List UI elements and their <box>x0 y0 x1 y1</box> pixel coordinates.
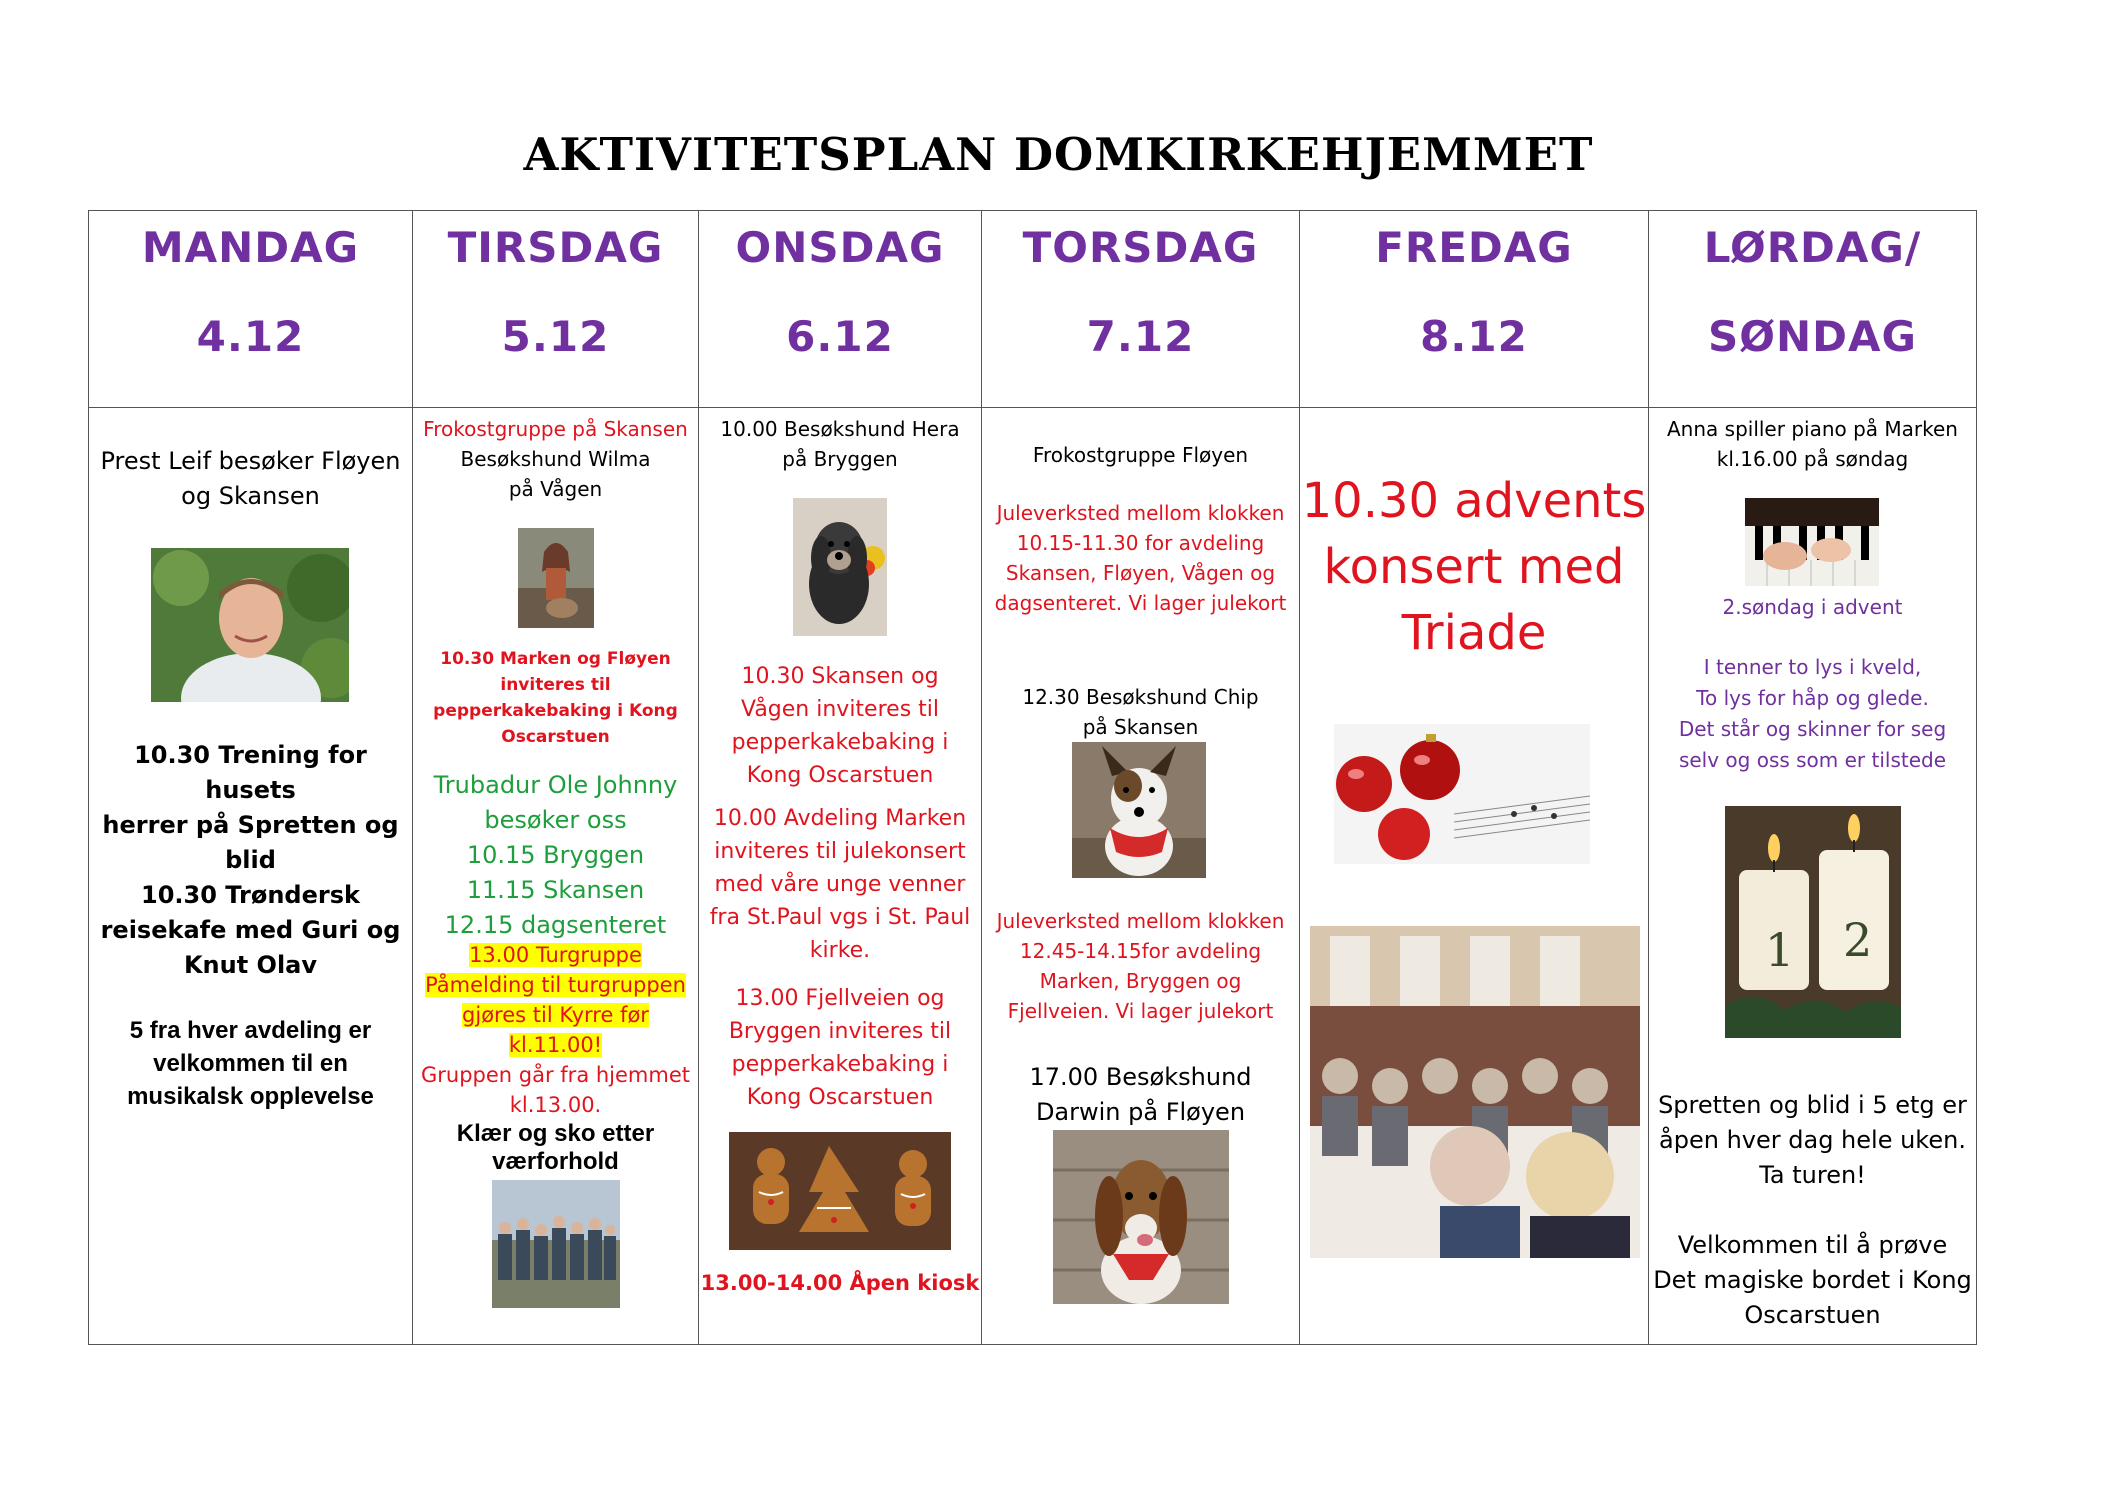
turgruppe-text <box>413 940 698 1060</box>
page-title: AKTIVITETSPLAN DOMKIRKEHJEMMET <box>523 128 1594 181</box>
text-line: på Vågen <box>508 477 603 501</box>
text-line: 12.15 dagsenteret <box>444 911 667 939</box>
marken-text <box>699 802 981 967</box>
day-header-onsdag <box>699 211 982 408</box>
text-line: kirke. <box>809 938 871 963</box>
text-line: værforhold <box>492 1148 619 1175</box>
text-line: selv og oss som er tilstede <box>1678 748 1947 772</box>
dikt-text <box>1649 652 1976 776</box>
text-line: 10.30 Trening for husets <box>134 741 367 804</box>
konsert-photo <box>1310 926 1640 1258</box>
day-name: LØRDAG/ <box>1703 223 1922 272</box>
text-line: Oscarstuen <box>501 727 610 747</box>
text-line: 11.15 Skansen <box>466 876 645 904</box>
day-name: MANDAG <box>141 223 360 272</box>
reisekafe-text <box>89 878 412 983</box>
priest-photo <box>151 548 349 702</box>
text-line: Gruppen går fra hjemmet <box>421 1063 690 1087</box>
text-line: på Skansen <box>1082 715 1199 739</box>
text-line: 10.30 Marken og Fløyen <box>440 649 671 669</box>
text-line: Kong Oscarstuen <box>746 1085 934 1110</box>
text-line: Velkommen til å prøve <box>1677 1231 1948 1259</box>
text-line: Anna spiller piano på Marken <box>1667 417 1958 441</box>
day-name: TIRSDAG <box>447 223 664 272</box>
text-line: besøker oss <box>484 806 627 834</box>
day-name: TORSDAG <box>1022 223 1259 272</box>
day-name: FREDAG <box>1375 223 1573 272</box>
day-header-fredag <box>1300 211 1649 408</box>
text-line: Darwin på Fløyen <box>1035 1098 1246 1126</box>
cell-mandag <box>89 408 413 1345</box>
verksted1-text <box>982 498 1299 618</box>
candle-number: 1 <box>1765 923 1795 977</box>
pepperkake-text <box>413 646 698 750</box>
musikalsk-text <box>89 1014 412 1113</box>
chip-text <box>982 682 1299 742</box>
text-line: Besøkshund Wilma <box>460 447 651 471</box>
text-line: velkommen til en <box>153 1050 348 1077</box>
text-line: herrer på Spretten og <box>102 811 399 839</box>
cell-tirsdag <box>413 408 699 1345</box>
text-line: pepperkakebaking i Kong <box>433 701 678 721</box>
text-line: 10.00 Besøkshund Hera <box>720 417 960 441</box>
darwin-text <box>982 1060 1299 1130</box>
text-line: Klær og sko etter <box>456 1120 655 1147</box>
trening-text <box>89 738 412 878</box>
text-line: Skansen, Fløyen, Vågen og <box>1005 561 1276 585</box>
text-line: åpen hver dag hele uken. <box>1659 1126 1966 1154</box>
text-line: Påmelding til turgruppen <box>425 973 686 997</box>
piano-text <box>1649 414 1976 474</box>
advent-text: 2.søndag i advent <box>1722 595 1903 619</box>
chip-photo <box>1072 742 1206 878</box>
text-line: Det står og skinner for seg <box>1678 717 1947 741</box>
day-header-helg <box>1649 211 1977 408</box>
text-line: pepperkakebaking i <box>731 730 949 755</box>
velkommen-text <box>1649 1228 1976 1333</box>
spretten-text <box>1649 1088 1976 1193</box>
gingerbread-photo <box>729 1132 951 1250</box>
gruppen-text <box>413 1060 698 1120</box>
hera-text <box>699 414 981 474</box>
fjellveien-text <box>699 982 981 1114</box>
text-line: 12.30 Besøkshund Chip <box>1022 685 1259 709</box>
text-line: Juleverksted mellom klokken <box>996 501 1285 525</box>
text-line: Fjellveien. Vi lager julekort <box>1007 999 1274 1023</box>
ornament-photo <box>1334 724 1590 864</box>
text-line: Spretten og blid i 5 etg er <box>1658 1091 1967 1119</box>
text-line: Trubadur Ole Johnny <box>433 771 678 799</box>
text-line: Juleverksted mellom klokken <box>996 909 1285 933</box>
text-line: på Bryggen <box>782 447 898 471</box>
text-line: kl.11.00! <box>508 1033 603 1057</box>
text-line: 10.30 advents <box>1301 473 1647 529</box>
cell-torsdag <box>982 408 1300 1345</box>
text-line: konsert med <box>1323 539 1625 595</box>
text-line: med våre unge venner <box>714 872 966 897</box>
day-header-mandag <box>89 211 413 408</box>
text-line: Vågen inviteres til <box>740 697 939 722</box>
day-header-torsdag <box>982 211 1300 408</box>
day-date: 8.12 <box>1420 312 1528 361</box>
day-date: 6.12 <box>786 312 894 361</box>
text-line: kl.16.00 på søndag <box>1716 447 1909 471</box>
cell-fredag <box>1300 408 1649 1345</box>
text-line: 10.15 Bryggen <box>466 841 645 869</box>
day-date: 7.12 <box>1086 312 1195 361</box>
text-line: Knut Olav <box>183 951 318 979</box>
prest-text <box>89 444 412 514</box>
text-line: 10.00 Avdeling Marken <box>713 806 967 831</box>
text-line: og Skansen <box>181 482 320 510</box>
text-line: inviteres til <box>500 675 611 695</box>
text-line: 10.30 Trøndersk <box>141 881 360 909</box>
text-line: fra St.Paul vgs i St. Paul <box>709 905 971 930</box>
activity-table <box>88 210 1977 1345</box>
darwin-photo <box>1053 1130 1229 1304</box>
day-date: 4.12 <box>196 312 305 361</box>
text-line: blid <box>225 846 276 874</box>
text-line: Prest Leif besøker Fløyen <box>100 447 401 475</box>
skansen-text <box>699 660 981 792</box>
text-line: kl.13.00. <box>509 1093 602 1117</box>
day-date: SØNDAG <box>1708 312 1917 361</box>
wilma-photo <box>518 528 594 628</box>
text-line: gjøres til Kyrre før <box>462 1003 649 1027</box>
text-line: Triade <box>1401 605 1547 661</box>
text-line: reisekafe med Guri og <box>100 916 401 944</box>
text-line: 17.00 Besøkshund <box>1029 1063 1252 1091</box>
day-header-row <box>89 211 1977 408</box>
text-line: 13.00 Turgruppe <box>469 943 642 967</box>
hera-photo <box>793 498 887 636</box>
text-line: Det magiske bordet i Kong <box>1653 1266 1972 1294</box>
konsert-text <box>1300 468 1648 666</box>
text-line: Ta turen! <box>1759 1161 1866 1189</box>
verksted2-text <box>982 906 1299 1026</box>
text-line: Bryggen inviteres til <box>728 1019 952 1044</box>
kiosk-text: 13.00-14.00 Åpen kiosk <box>700 1271 980 1295</box>
day-date: 5.12 <box>501 312 610 361</box>
candles-photo <box>1725 806 1901 1038</box>
day-header-tirsdag <box>413 211 699 408</box>
frokost-text: Frokostgruppe på Skansen <box>423 417 688 441</box>
text-line: dagsenteret. Vi lager julekort <box>994 591 1287 615</box>
text-line: I tenner to lys i kveld, <box>1703 655 1922 679</box>
text-line: musikalsk opplevelse <box>127 1083 374 1110</box>
trubadur-text <box>413 768 698 943</box>
text-line: pepperkakebaking i <box>731 1052 949 1077</box>
text-line: Kong Oscarstuen <box>746 763 934 788</box>
text-line: Oscarstuen <box>1744 1301 1881 1329</box>
text-line: 10.15-11.30 for avdeling <box>1016 531 1265 555</box>
text-line: 13.00 Fjellveien og <box>735 986 945 1011</box>
frokost-floyen-text: Frokostgruppe Fløyen <box>1032 443 1249 467</box>
turgruppe-photo <box>492 1180 620 1308</box>
day-name: ONSDAG <box>735 223 945 272</box>
wilma-text <box>413 444 698 504</box>
piano-photo <box>1745 498 1879 586</box>
text-line: To lys for håp og glede. <box>1696 686 1929 710</box>
cell-helg <box>1649 408 1977 1345</box>
text-line: inviteres til julekonsert <box>714 839 966 864</box>
text-line: 10.30 Skansen og <box>741 664 939 689</box>
text-line: 12.45-14.15for avdeling <box>1019 939 1262 963</box>
klaer-text <box>413 1120 698 1176</box>
text-line: 5 fra hver avdeling er <box>129 1017 372 1044</box>
cell-onsdag <box>699 408 982 1345</box>
text-line: Marken, Bryggen og <box>1039 969 1242 993</box>
candle-number: 2 <box>1843 913 1873 967</box>
